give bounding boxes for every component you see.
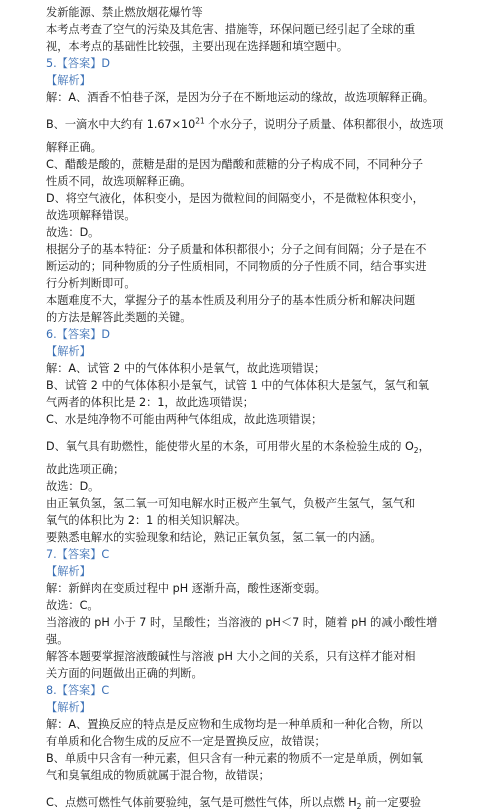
answer-heading: 5.【答案】D bbox=[46, 57, 111, 70]
answer-heading: 6.【答案】D bbox=[46, 328, 111, 341]
text-line: 本考点考查了空气的污染及其危害、措施等，环保问题已经引起了全球的重 bbox=[46, 23, 416, 36]
text-line: 故选：D。 bbox=[46, 480, 100, 493]
text-line: 气和臭氧组成的物质就属于混合物，故错误； bbox=[46, 769, 270, 782]
text-line: 气两者的体积比是 2：1，故此选项错误； bbox=[46, 396, 254, 409]
text-line: 解：A、酒香不怕巷子深，是因为分子在不断地运动的缘故，故选项解释正确。 bbox=[46, 91, 435, 104]
analysis-heading: 【解析】 bbox=[46, 565, 91, 578]
text-line: C、醋酸是酸的，蔗糖是甜的是因为醋酸和蔗糖的分子构成不同，不同种分子 bbox=[46, 158, 424, 171]
text-line: 故选项解释错误。 bbox=[46, 209, 136, 222]
text-line: D、将空气液化，体积变小，是因为微粒间的间隔变小，不是微粒体积变小， bbox=[46, 192, 424, 205]
text-line: 解释正确。 bbox=[46, 141, 102, 154]
text-line: B、一滴水中大约有 $1.67\times 10^{21}$ 个水分子，说明分子质量、体积都很小，故选项 bbox=[46, 116, 444, 131]
text-line: 解：新鲜肉在变质过程中 pH 逐渐升高，酸性逐渐变弱。 bbox=[46, 582, 326, 595]
text-line: 根据分子的基本特征：分子质量和体积都很小；分子之间有间隔；分子是在不 bbox=[46, 243, 427, 256]
text-line: 强。 bbox=[46, 633, 69, 646]
analysis-heading: 【解析】 bbox=[46, 345, 91, 358]
text-line: 要熟悉电解水的实验现象和结论，熟记正氧负氢，氢二氧一的内涵。 bbox=[46, 531, 382, 544]
text-line: 解答本题要掌握溶液酸碱性与溶液 pH 大小之间的关系，只有这样才能对相 bbox=[46, 650, 416, 663]
text-line: 当溶液的 pH 小于 7 时，呈酸性；当溶液的 pH＜7 时，随着 pH 的减小酸性增 bbox=[46, 616, 438, 629]
analysis-heading: 【解析】 bbox=[46, 701, 91, 714]
text-line: 故选：C。 bbox=[46, 599, 99, 612]
answer-heading: 7.【答案】C bbox=[46, 548, 110, 561]
text-line: 视，本考点的基础性比较强，主要出现在选择题和填空题中。 bbox=[46, 40, 349, 53]
text-line: 性质不同，故选项解释正确。 bbox=[46, 175, 192, 188]
text-line: 氧气的体积比为 2：1 的相关知识解决。 bbox=[46, 514, 247, 527]
text-line: B、试管 2 中的气体体积小是氧气，试管 1 中的气体体积大是氢气，氢气和氧 bbox=[46, 379, 429, 392]
text-line: 发新能源、禁止燃放烟花爆竹等 bbox=[46, 6, 203, 19]
text-line: 由正氧负氢，氢二氧一可知电解水时正极产生氧气，负极产生氢气，氢气和 bbox=[46, 497, 416, 510]
text-line: C、水是纯净物不可能由两种气体组成，故此选项错误； bbox=[46, 413, 323, 426]
text-line: 断运动的；同种物质的分子性质相同，不同物质的分子性质不同，结合事实进 bbox=[46, 260, 427, 273]
text-line: 解：A、试管 2 中的气体体积小是氧气，故此选项错误； bbox=[46, 362, 326, 375]
text-line: 行分析判断即可。 bbox=[46, 277, 136, 290]
text-line: 解：A、置换反应的特点是反应物和生成物均是一种单质和一种化合物，所以 bbox=[46, 718, 423, 731]
text-line: 故此选项正确； bbox=[46, 463, 125, 476]
analysis-heading: 【解析】 bbox=[46, 74, 91, 87]
text-line: 关方面的问题做出正确的判断。 bbox=[46, 667, 203, 680]
text-line: B、单质中只含有一种元素，但只含有一种元素的物质不一定是单质，例如氧 bbox=[46, 752, 423, 765]
text-line: C、点燃可燃性气体前要验纯，氢气是可燃性气体，所以点燃 $H_2$ 前一定要验 bbox=[46, 796, 421, 811]
answer-heading: 8.【答案】C bbox=[46, 684, 110, 697]
text-line: 本题难度不大，掌握分子的基本性质及利用分子的基本性质分析和解决问题 bbox=[46, 294, 416, 307]
text-line: D、氧气具有助燃性，能使带火星的木条，可用带火星的木条检验生成的 $O_2$， bbox=[46, 440, 430, 455]
text-line: 有单质和化合物生成的反应不一定是置换反应，故错误； bbox=[46, 735, 326, 748]
text-line: 故选：D。 bbox=[46, 226, 100, 239]
text-line: 的方法是解答此类题的关键。 bbox=[46, 311, 192, 324]
